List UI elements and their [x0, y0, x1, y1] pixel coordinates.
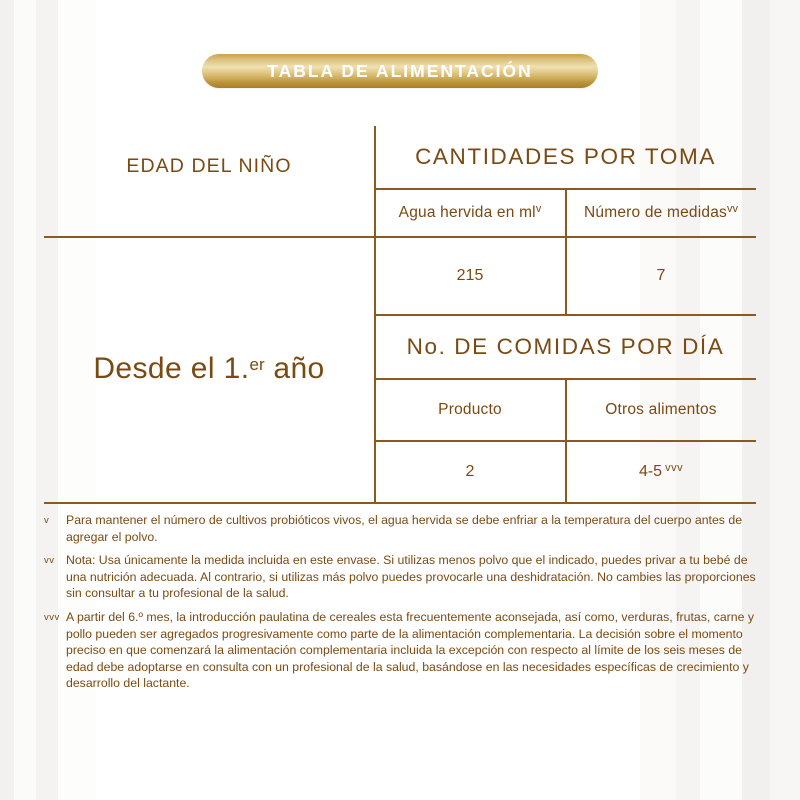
footnote-text: Nota: Usa únicamente la medida incluida en este envase. Si utilizas menos polvo que el indicado, puedes privar a tu bebé de una nutrición adecuada. Al contrario, si utilizas más polvo puedes provocarle una deshidratación. No cambies las proporciones sin consultar a tu profesional de la salud. [66, 553, 756, 601]
product-value: 2 [465, 462, 475, 480]
title-ribbon [202, 54, 598, 88]
footnote-item [44, 512, 760, 545]
page-title: TABLA DE ALIMENTACIÓN [267, 60, 533, 81]
scoops-value-cell [566, 237, 756, 314]
product-value-cell [375, 441, 565, 502]
footnote-marker-water: v [535, 203, 542, 215]
scoops-value: 7 [656, 266, 666, 284]
footnote-marker-scoops: vv [726, 203, 738, 215]
footnote-marker: vvv [44, 611, 60, 623]
footnote-text: Para mantener el número de cultivos probióticos vivos, el agua hervida se debe enfriar a la temperatura del cuerpo antes de agregar el polvo. [66, 513, 743, 544]
quantities-header-cell: CANTIDADES POR TOMA [415, 144, 716, 169]
footnote-marker: v [44, 515, 50, 526]
footnote-marker-other-foods: vvv [665, 462, 684, 474]
water-value: 215 [456, 266, 484, 284]
other-foods-value: 4-5 $^{vvv}$ [638, 462, 684, 480]
age-value: Desde el 1.$^{er}$ año [93, 352, 325, 385]
age-value-cell [44, 238, 374, 500]
other-foods-value-cell [566, 441, 756, 502]
footnote-marker: vv [44, 555, 55, 567]
subheader-scoops-cell: Número de medidas$^{vv}$ [584, 203, 738, 221]
footnotes-list [44, 512, 760, 699]
subheader-product-cell: Producto [438, 400, 502, 418]
table-rule-table-bottom [44, 502, 756, 504]
subheader-other-foods-cell: Otros alimentos [605, 400, 717, 418]
footnote-item [44, 609, 760, 692]
title-ribbon-container [0, 54, 800, 88]
meals-header-cell: No. DE COMIDAS POR DÍA [406, 333, 725, 359]
water-value-cell [375, 237, 565, 314]
footnote-text: A partir del 6.º mes, la introducción paulatina de cereales esta frecuentemente aconsejada, así como, verduras, frutas, carne y pollo pueden ser agregados progresivamente como parte de la alimentación complementaria. La decisión sobre el momento preciso en que comenzará la alimentación complementaria incluida la excepción con respecto al límite de los seis meses de edad debe adoptarse en consulta con un profesional de la salud, basándose en las necesidades específicas de crecimiento y desarrollo del lactante. [66, 609, 755, 691]
age-column-header: EDAD DEL NIÑO [126, 154, 292, 177]
footnote-item [44, 552, 760, 602]
subheader-water-cell: Agua hervida en $ml^v$ [398, 203, 542, 221]
feeding-table [44, 126, 756, 502]
